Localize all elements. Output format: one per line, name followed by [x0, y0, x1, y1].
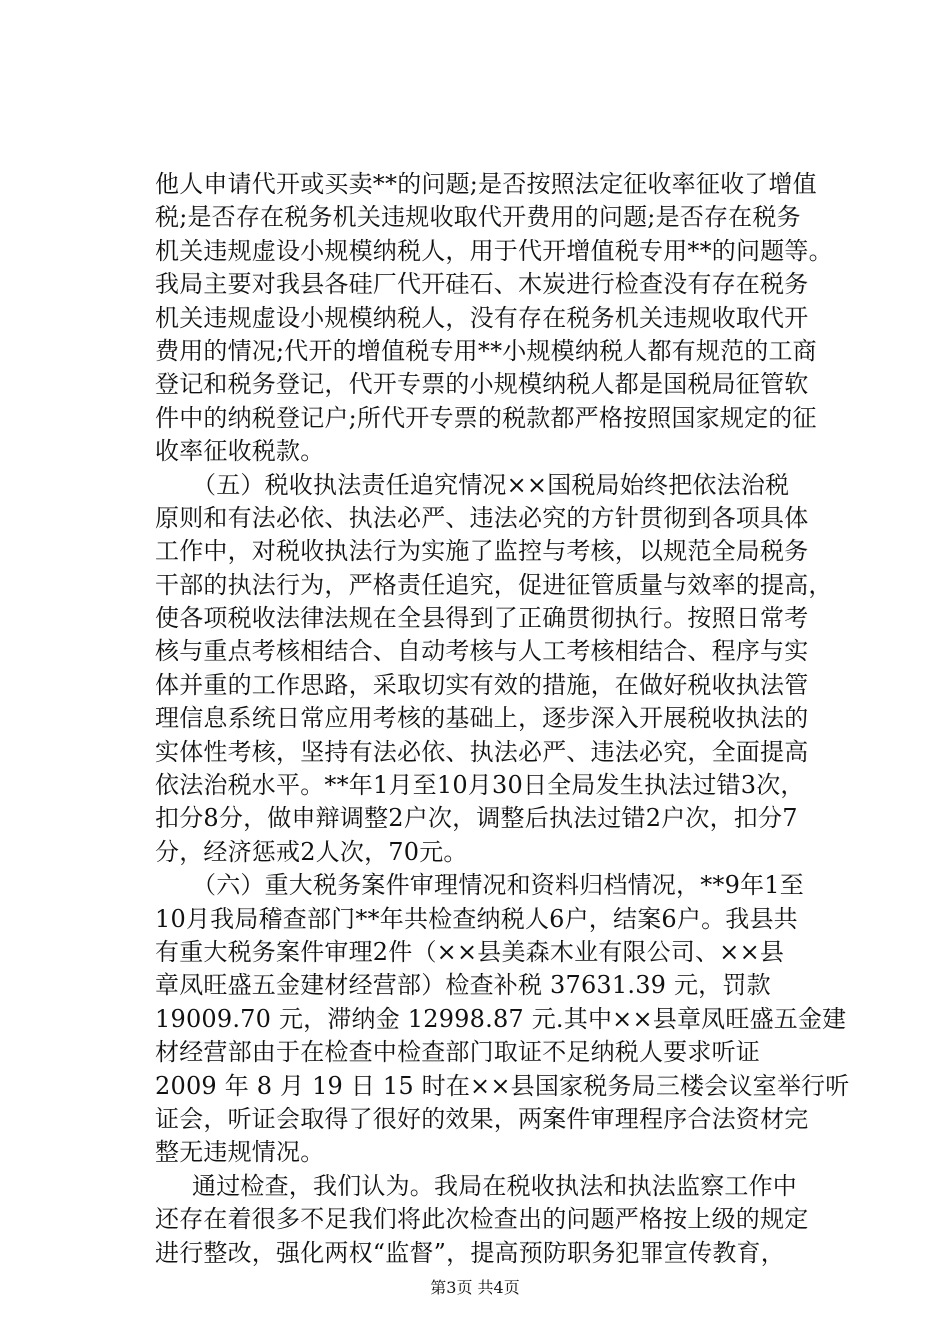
text-line: 使各项税收法律法规在全县得到了正确贯彻执行。按照日常考 — [155, 604, 809, 633]
text-line: 收率征收税款。 — [155, 437, 325, 466]
page-number-footer: 第3页 共4页 — [430, 1278, 520, 1297]
text-line: 分，经济惩戒2人次，70元。 — [155, 837, 468, 866]
conclusion-paragraph-start: 通过检查，我们认为。我局在税收执法和执法监察工作中 — [192, 1171, 797, 1200]
text-line: 章凤旺盛五金建材经营部）检查补税 37631.39 元，罚款 — [155, 971, 771, 1000]
text-line: 费用的情况;代开的增值税专用**小规模纳税人都有规范的工商 — [155, 336, 817, 365]
text-line: 扣分8分，做申辩调整2户次，调整后执法过错2户次，扣分7 — [155, 804, 798, 833]
text-line: 理信息系统日常应用考核的基础上，逐步深入开展税收执法的 — [155, 704, 809, 733]
text-line: 税;是否存在税务机关违规收取代开费用的问题;是否存在税务 — [155, 203, 801, 232]
text-line: 2009 年 8 月 19 日 15 时在××县国家税务局三楼会议室举行听 — [155, 1071, 850, 1100]
text-line: 他人申请代开或买卖**的问题;是否按照法定征收率征收了增值 — [155, 170, 817, 198]
text-line: 依法治税水平。**年1月至10月30日全局发生执法过错3次， — [155, 771, 805, 800]
text-line: 还存在着很多不足我们将此次检查出的问题严格按上级的规定 — [155, 1205, 809, 1234]
text-line: 机关违规虚设小规模纳税人，没有存在税务机关违规收取代开 — [155, 303, 809, 332]
paragraph-5-start: （五）税收执法责任追究情况××国税局始终把依法治税 — [192, 470, 790, 499]
text-line: 登记和税务登记，代开专票的小规模纳税人都是国税局征管软 — [155, 370, 809, 399]
text-line: 件中的纳税登记户;所代开专票的税款都严格按照国家规定的征 — [155, 403, 817, 432]
text-line: 材经营部由于在检查中检查部门取证不足纳税人要求听证 — [155, 1038, 760, 1067]
text-line: 体并重的工作思路，采取切实有效的措施，在做好税收执法管 — [155, 670, 809, 699]
text-line: 机关违规虚设小规模纳税人，用于代开增值税专用**的问题等。 — [155, 236, 833, 265]
text-line: 进行整改，强化两权“监督”，提高预防职务犯罪宣传教育， — [155, 1238, 785, 1267]
body-text — [155, 168, 850, 1270]
paragraph-6-start: （六）重大税务案件审理情况和资料归档情况，**9年1至 — [192, 871, 804, 900]
text-line: 证会，听证会取得了很好的效果，两案件审理程序合法资材完 — [155, 1104, 809, 1133]
text-line: 干部的执法行为，严格责任追究，促进征管质量与效率的提高， — [155, 570, 833, 599]
text-line: 实体性考核，坚持有法必依、执法必严、违法必究，全面提高 — [155, 737, 809, 766]
text-line: 核与重点考核相结合、自动考核与人工考核相结合、程序与实 — [155, 637, 809, 666]
text-line: 19009.70 元，滞纳金 12998.87 元.其中××县章凤旺盛五金建 — [155, 1004, 847, 1033]
text-line: 工作中，对税收执法行为实施了监控与考核，以规范全局税务 — [155, 537, 809, 566]
text-line: 整无违规情况。 — [155, 1138, 325, 1167]
text-line: 10月我局稽查部门**年共检查纳税人6户，结案6户。我县共 — [155, 904, 798, 933]
text-line: 原则和有法必依、执法必严、违法必究的方针贯彻到各项具体 — [155, 503, 809, 532]
text-line: 有重大税务案件审理2件（××县美森木业有限公司、××县 — [155, 937, 785, 966]
text-line: 我局主要对我县各硅厂代开硅石、木炭进行检查没有存在税务 — [155, 270, 809, 299]
